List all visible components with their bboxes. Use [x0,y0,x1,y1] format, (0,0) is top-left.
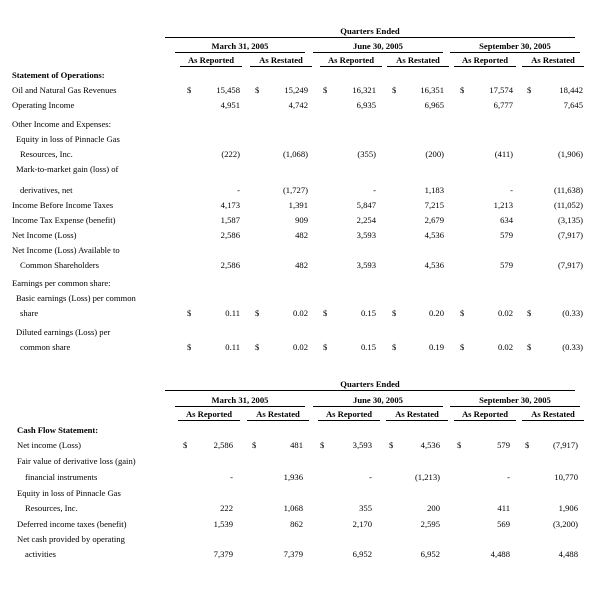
row-label: Net Income (Loss) [12,230,77,240]
column-header: As Restated [395,409,439,419]
column-header-underline [320,66,382,67]
row-label: derivatives, net [20,185,73,195]
group-header-underline [165,37,575,38]
cell-value: 2,595 [420,519,440,529]
dollar-sign: $ [252,440,257,450]
column-header-underline [318,420,380,421]
cell-value: 1,539 [213,519,233,529]
cell-value: 1,587 [220,215,240,225]
column-header: As Reported [327,55,375,65]
dollar-sign: $ [323,85,328,95]
cell-value: 0.20 [428,308,444,318]
column-header: As Restated [396,55,440,65]
cell-value: (411) [494,149,513,159]
dollar-sign: $ [255,308,260,318]
cell-value: 0.19 [428,342,444,352]
dollar-sign: $ [183,440,188,450]
cell-value: 0.15 [360,342,376,352]
row-label: Operating Income [12,100,75,110]
dollar-sign: $ [460,308,465,318]
period-header-underline [313,52,443,53]
row-label: share [20,308,39,318]
cell-value: 6,952 [352,549,372,559]
cell-value: 862 [290,519,303,529]
period-header-underline [450,52,580,53]
cell-value: 6,965 [424,100,444,110]
cell-value: 482 [295,230,308,240]
row-label: Other Income and Expenses: [12,119,112,129]
cell-value: 2,586 [220,260,240,270]
period-header: September 30, 2005 [479,395,551,405]
dollar-sign: $ [525,440,530,450]
cell-value: 6,952 [420,549,440,559]
column-header-underline [454,420,516,421]
cell-value: (1,213) [414,472,440,482]
cell-value: 16,351 [420,85,444,95]
cell-value: 4,742 [288,100,308,110]
cell-value: - [237,185,240,195]
dollar-sign: $ [320,440,325,450]
dollar-sign: $ [392,342,397,352]
dollar-sign: $ [255,342,260,352]
cell-value: (1,906) [557,149,583,159]
cell-value: 200 [427,503,440,513]
column-header-underline [178,420,240,421]
cell-value: 0.11 [225,308,240,318]
cell-value: 6,935 [356,100,376,110]
cell-value: 579 [500,230,513,240]
cell-value: (1,727) [282,185,308,195]
column-header-underline [180,66,242,67]
cell-value: 4,488 [490,549,510,559]
column-header: As Reported [461,55,509,65]
cell-value: 2,170 [352,519,372,529]
cell-value: 5,847 [356,200,376,210]
section-title: Statement of Operations: [12,70,105,80]
cell-value: 7,379 [283,549,303,559]
cell-value: (11,638) [553,185,583,195]
cell-value: (3,135) [557,215,583,225]
row-label: Earnings per common share: [12,278,111,288]
cell-value: 0.11 [225,342,240,352]
cell-value: 10,770 [554,472,578,482]
cell-value: 0.15 [360,308,376,318]
period-header: March 31, 2005 [211,395,269,405]
row-label: Net cash provided by operating [17,534,125,544]
cell-value: 579 [497,440,510,450]
cell-value: 579 [500,260,513,270]
cell-value: 4,536 [424,260,444,270]
dollar-sign: $ [460,85,465,95]
group-header-underline [165,390,575,391]
cell-value: 15,458 [216,85,240,95]
column-header-underline [387,66,449,67]
row-label: Fair value of derivative loss (gain) [17,456,136,466]
cell-value: - [373,185,376,195]
column-header-underline [454,66,516,67]
cell-value: 16,321 [352,85,376,95]
section-title: Cash Flow Statement: [17,425,99,435]
column-header-underline [247,420,309,421]
cell-value: (3,200) [552,519,578,529]
row-label: Oil and Natural Gas Revenues [12,85,117,95]
dollar-sign: $ [255,85,260,95]
group-header: Quarters Ended [340,379,400,389]
row-label: Diluted earnings (Loss) per [16,327,111,337]
dollar-sign: $ [460,342,465,352]
column-header: As Reported [185,409,233,419]
column-header-underline [522,420,584,421]
row-label: Mark-to-market gain (loss) of [16,164,119,174]
cell-value: 7,215 [424,200,444,210]
cell-value: 909 [295,215,308,225]
period-header-underline [175,406,305,407]
cell-value: 1,213 [493,200,513,210]
dollar-sign: $ [527,308,532,318]
row-label: financial instruments [25,472,98,482]
dollar-sign: $ [389,440,394,450]
dollar-sign: $ [527,85,532,95]
cell-value: 4,951 [220,100,240,110]
cell-value: 355 [359,503,372,513]
column-header-underline [386,420,448,421]
dollar-sign: $ [187,308,192,318]
cell-value: 3,593 [356,260,376,270]
cell-value: 4,536 [420,440,440,450]
cell-value: 6,777 [493,100,513,110]
cell-value: 2,586 [220,230,240,240]
row-label: activities [25,549,57,559]
column-header: As Reported [325,409,373,419]
cell-value: 3,593 [356,230,376,240]
cell-value: 7,645 [563,100,583,110]
dollar-sign: $ [457,440,462,450]
cell-value: - [507,472,510,482]
dollar-sign: $ [392,85,397,95]
column-header: As Restated [531,55,575,65]
cell-value: 1,906 [558,503,578,513]
cell-value: (7,917) [552,440,578,450]
cell-value: 481 [290,440,303,450]
cell-value: 569 [497,519,510,529]
cell-value: - [510,185,513,195]
cell-value: (7,917) [557,230,583,240]
cell-value: 0.02 [292,308,308,318]
cell-value: (0.33) [562,342,583,352]
cell-value: 1,183 [424,185,444,195]
cell-value: 482 [295,260,308,270]
cell-value: 2,254 [356,215,376,225]
cell-value: 0.02 [292,342,308,352]
cell-value: 2,679 [424,215,444,225]
cell-value: 1,391 [288,200,308,210]
column-header: As Restated [256,409,300,419]
cell-value: 0.02 [497,342,513,352]
row-label: Net Income (Loss) Available to [12,245,120,255]
cell-value: 18,442 [559,85,583,95]
period-header-underline [313,406,443,407]
row-label: Common Shareholders [20,260,100,270]
cell-value: 15,249 [284,85,308,95]
cell-value: (11,052) [553,200,583,210]
row-label: Basic earnings (Loss) per common [16,293,136,303]
cell-value: 411 [497,503,510,513]
column-header: As Reported [461,409,509,419]
row-label: Income Tax Expense (benefit) [12,215,116,225]
column-header-underline [250,66,312,67]
cell-value: (355) [357,149,376,159]
dollar-sign: $ [527,342,532,352]
column-header: As Restated [259,55,303,65]
period-header: March 31, 2005 [211,41,269,51]
dollar-sign: $ [323,308,328,318]
cell-value: 0.02 [497,308,513,318]
cell-value: 4,536 [424,230,444,240]
cell-value: 1,936 [283,472,303,482]
row-label: Net income (Loss) [17,440,81,450]
group-header: Quarters Ended [340,26,400,36]
cell-value: 2,586 [213,440,233,450]
cell-value: (7,917) [557,260,583,270]
cell-value: 222 [220,503,233,513]
cell-value: 634 [500,215,513,225]
cell-value: 1,068 [283,503,303,513]
row-label: Equity in loss of Pinnacle Gas [17,488,121,498]
row-label: Resources, Inc. [20,149,73,159]
dollar-sign: $ [187,342,192,352]
cell-value: (0.33) [562,308,583,318]
dollar-sign: $ [392,308,397,318]
cell-value: (1,068) [282,149,308,159]
cell-value: 4,173 [220,200,240,210]
column-header-underline [522,66,584,67]
row-label: Deferred income taxes (benefit) [17,519,127,529]
cell-value: 4,488 [558,549,578,559]
column-header: As Reported [187,55,235,65]
cell-value: 17,574 [489,85,513,95]
period-header-underline [175,52,305,53]
period-header-underline [450,406,580,407]
cell-value: 7,379 [213,549,233,559]
period-header: June 30, 2005 [353,41,403,51]
period-header: September 30, 2005 [479,41,551,51]
cell-value: - [230,472,233,482]
row-label: Equity in loss of Pinnacle Gas [16,134,120,144]
cell-value: (222) [221,149,240,159]
period-header: June 30, 2005 [353,395,403,405]
row-label: common share [20,342,71,352]
row-label: Resources, Inc. [25,503,78,513]
cell-value: (200) [425,149,444,159]
cell-value: 3,593 [352,440,372,450]
dollar-sign: $ [323,342,328,352]
row-label: Income Before Income Taxes [12,200,114,210]
dollar-sign: $ [187,85,192,95]
column-header: As Restated [531,409,575,419]
cell-value: - [369,472,372,482]
